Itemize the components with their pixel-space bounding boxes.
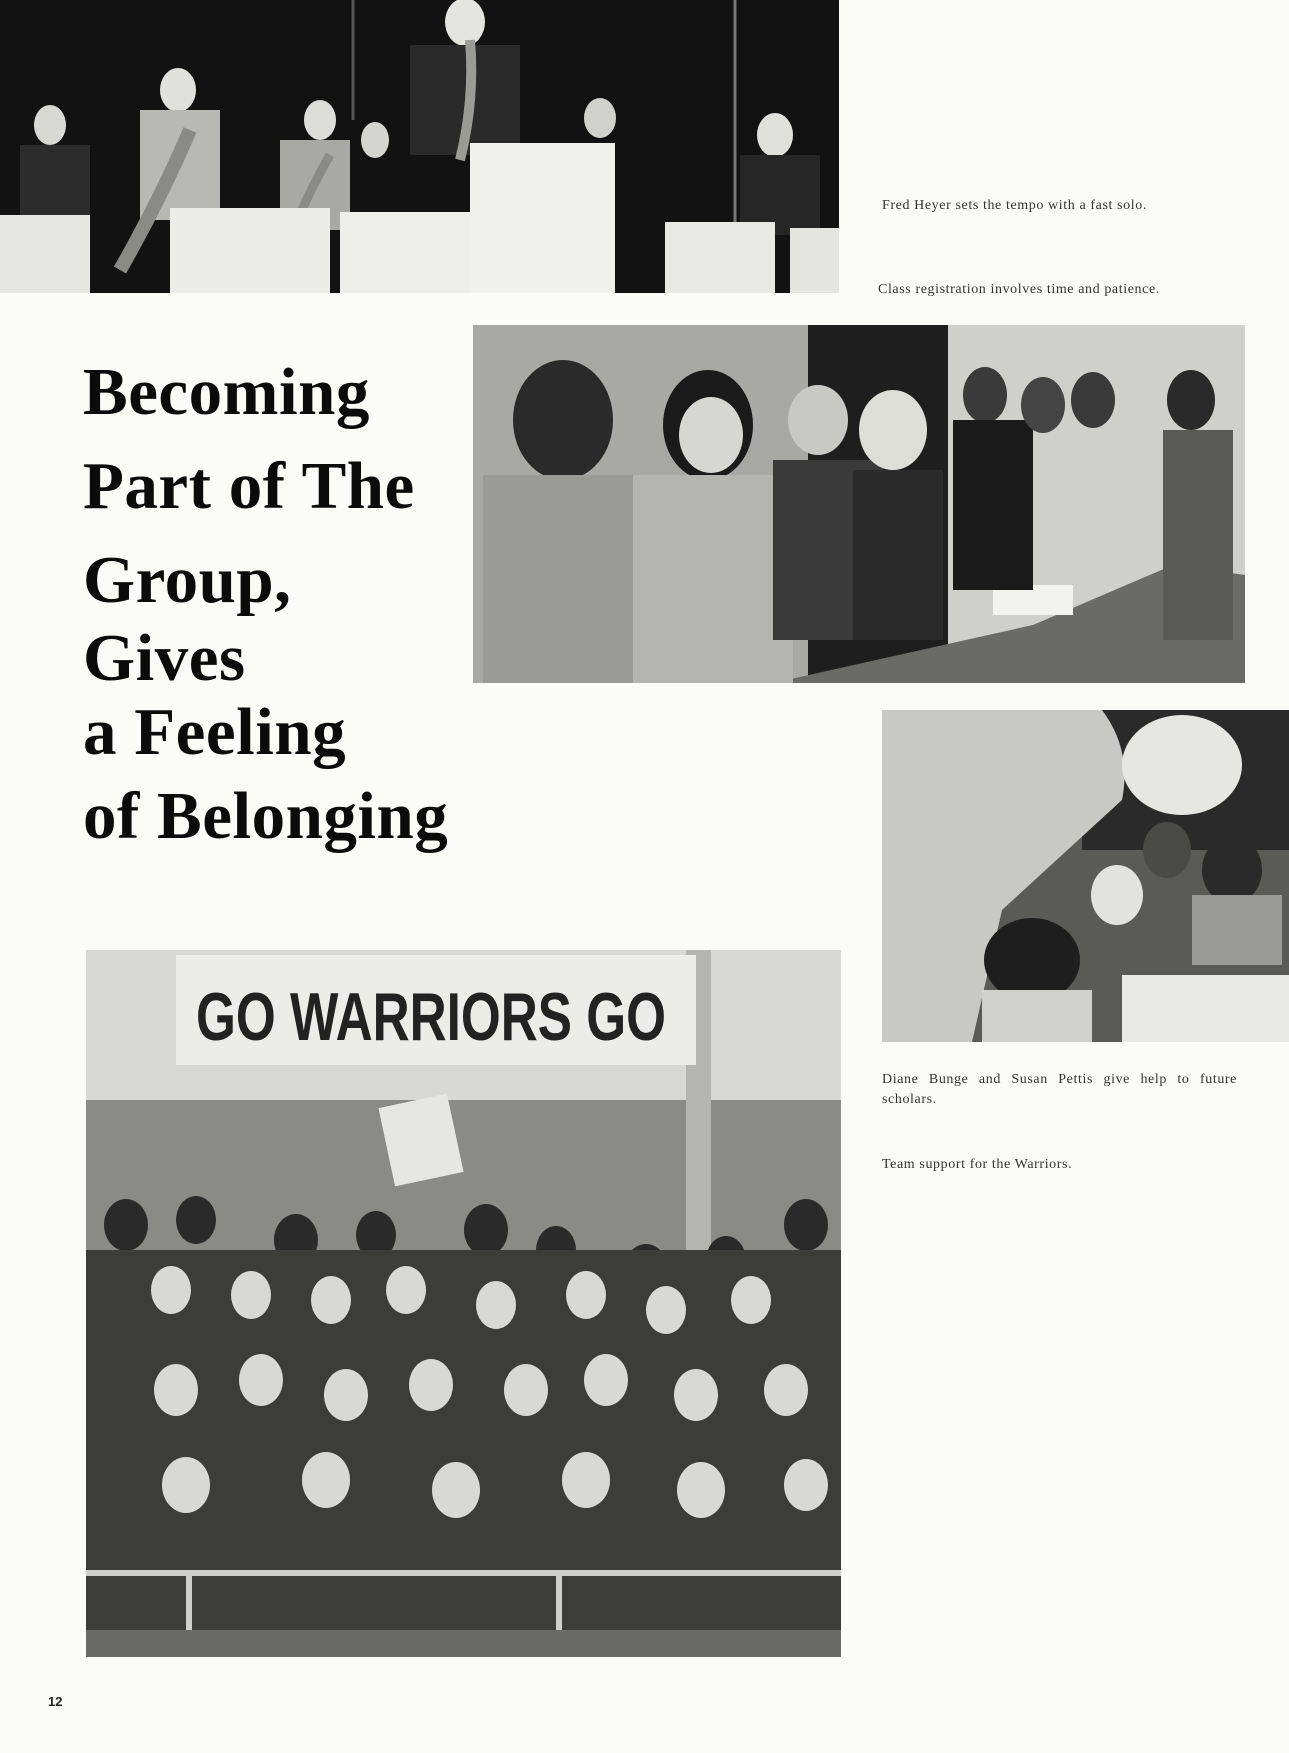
registration-photo [473,325,1245,683]
headline-line-1: Becoming [83,355,370,429]
band-photo-image [0,0,839,293]
page-number: 12 [48,1694,63,1709]
crowd-banner-text: GO WARRIORS GO [196,979,666,1055]
headline-line-5: a Feeling [83,695,347,769]
crowd-caption: Team support for the Warriors. [882,1157,1073,1172]
registration-caption: Class registration involves time and patience. [878,282,1160,297]
crowd-photo [86,950,841,1657]
tutoring-caption: Diane Bunge and Susan Pettis give help to future scholars. [882,1072,1237,1108]
crowd-photo-image [86,950,841,1657]
headline-line-2: Part of The [83,449,415,523]
tutoring-photo-image [882,710,1289,1042]
tutoring-photo [882,710,1289,1042]
headline-line-3: Group, [83,543,292,617]
band-photo [0,0,839,293]
headline-line-6: of Belonging [83,779,449,853]
headline-line-4: Gives [83,621,246,695]
headline [83,345,503,863]
registration-photo-image [473,325,1245,683]
band-caption: Fred Heyer sets the tempo with a fast solo. [882,198,1147,213]
